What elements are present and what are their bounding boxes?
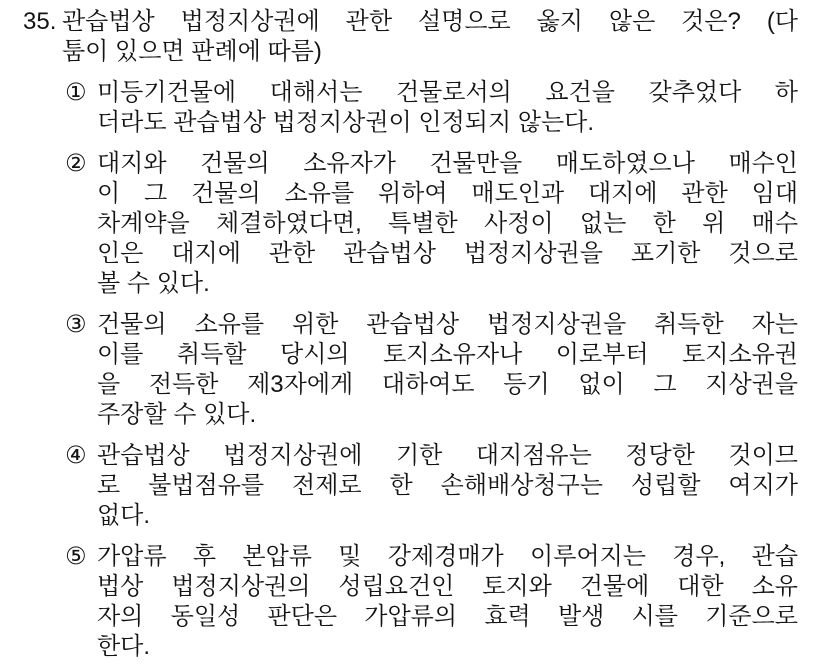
- option-text: [97, 441, 798, 531]
- option-line: 가압류 후 본압류 및 강제경매가 이루어지는 경우, 관습: [97, 543, 798, 570]
- question-block: [23, 7, 798, 67]
- option-line: 더라도 관습법상 법정지상권이 인정되지 않는다.: [97, 109, 595, 136]
- option-marker: ②: [65, 150, 87, 177]
- answer-option-2: [23, 149, 798, 299]
- option-line: 한다.: [97, 633, 151, 660]
- option-line: 을 전득한 제3자에게 대하여도 등기 없이 그 지상권을: [97, 371, 798, 398]
- option-text: [97, 78, 798, 138]
- answer-option-4: [23, 441, 798, 531]
- option-line: 건물의 소유를 위한 관습법상 법정지상권을 취득한 자는: [97, 311, 798, 338]
- option-line: 자의 동일성 판단은 가압류의 효력 발생 시를 기준으로: [97, 603, 798, 630]
- option-line: 법상 법정지상권의 성립요건인 토지와 건물에 대한 소유: [97, 573, 798, 600]
- answer-option-5: [23, 542, 798, 662]
- option-text: [97, 542, 798, 662]
- question-line: 툼이 있으면 판례에 따름): [62, 38, 322, 65]
- option-line: 주장할 수 있다.: [97, 401, 257, 428]
- question-line: 관습법상 법정지상권에 관한 설명으로 옳지 않은 것은? (다: [62, 8, 798, 35]
- option-line: 대지와 건물의 소유자가 건물만을 매도하였으나 매수인: [97, 150, 798, 177]
- option-marker: ⑤: [65, 543, 87, 570]
- option-line: 관습법상 법정지상권에 기한 대지점유는 정당한 것이므: [97, 442, 798, 469]
- option-text: [97, 310, 798, 430]
- option-text: [97, 149, 798, 299]
- answer-option-1: [23, 78, 798, 138]
- option-line: 없다.: [97, 502, 151, 529]
- option-line: 차계약을 체결하였다면, 특별한 사정이 없는 한 위 매수: [97, 210, 798, 237]
- option-marker: ①: [65, 79, 87, 106]
- question-text: [62, 7, 798, 67]
- option-line: 로 불법점유를 전제로 한 손해배상청구는 성립할 여지가: [97, 472, 798, 499]
- option-line: 이 그 건물의 소유를 위하여 매도인과 대지에 관한 임대: [97, 180, 798, 207]
- option-line: 볼 수 있다.: [97, 270, 210, 297]
- option-marker: ④: [65, 442, 87, 469]
- options-list: [23, 78, 798, 662]
- option-line: 인은 대지에 관한 관습법상 법정지상권을 포기한 것으로: [97, 240, 798, 267]
- option-line: 이를 취득할 당시의 토지소유자나 이로부터 토지소유권: [97, 341, 798, 368]
- question-number: 35.: [23, 8, 57, 35]
- option-line: 미등기건물에 대해서는 건물로서의 요건을 갖추었다 하: [97, 79, 798, 106]
- option-marker: ③: [65, 311, 87, 338]
- answer-option-3: [23, 310, 798, 430]
